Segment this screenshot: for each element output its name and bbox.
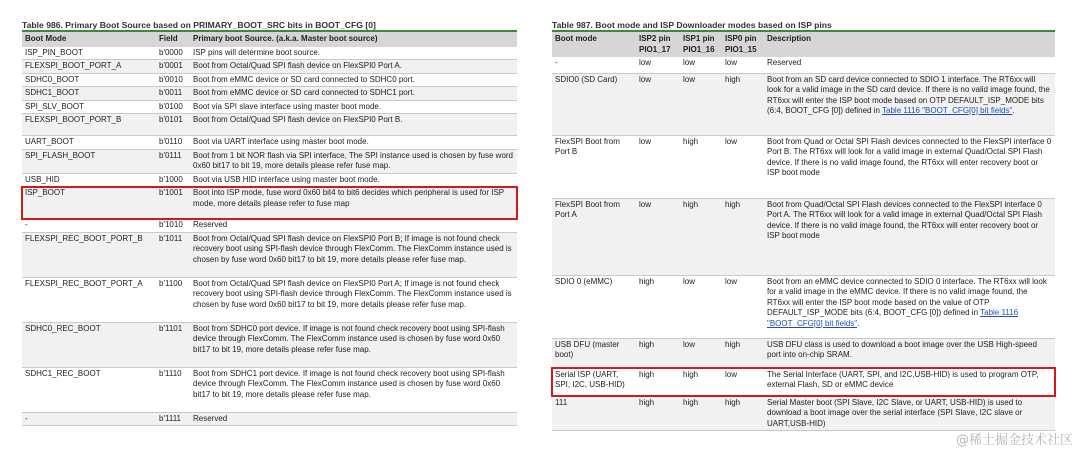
boot-mode-cell: USB_HID	[22, 173, 156, 187]
table-row	[22, 232, 517, 277]
boot-mode-cell: -	[552, 57, 636, 73]
description-text: Boot from an SD card device connected to SDIO 1 interface. The RT6xx will look for a valid image in the SD card device. If there is no valid image found, the RT6xx will enter the ISP boot mode based on OTP DEFAULT_ISP_MODE bits (6:4, BOOT_CFG [0]) defined in	[767, 74, 1050, 115]
isp2-pin-cell: high	[636, 368, 680, 396]
left-table-caption: Table 986. Primary Boot Source based on PRIMARY_BOOT_SRC bits in BOOT_CFG [0]	[22, 18, 517, 32]
description-cell: Reserved	[190, 412, 517, 426]
header-field: Field	[156, 32, 190, 47]
table-reference-link[interactable]: Table 1116 "BOOT_CFG[0] bit fields"	[882, 106, 1013, 115]
field-cell: b'1001	[156, 187, 190, 219]
description-text: USB DFU class is used to download a boot image over the USB High-speed port into on-chip SRAM.	[767, 339, 1037, 359]
boot-mode-cell: FLEXSPI_REC_BOOT_PORT_B	[22, 232, 156, 277]
description-cell: Boot from SDHC1 port device. If image is not found check recovery boot using SPI-flash device through FlexComm. The FlexComm instance used is chosen by fuse word 0x60 bit17 to bit 19, more details please refer fuse map.	[190, 367, 517, 412]
description-cell	[764, 198, 1055, 275]
field-cell: b'0010	[156, 73, 190, 87]
boot-mode-cell: USB DFU (master boot)	[552, 338, 636, 368]
description-cell: Boot from eMMC device or SD card connected to SDHC0 port.	[190, 73, 517, 87]
table-row	[22, 136, 517, 150]
boot-mode-cell: SDHC0_BOOT	[22, 73, 156, 87]
header-description: Description	[764, 32, 1055, 57]
isp2-pin-cell: low	[636, 57, 680, 73]
isp1-pin-cell: high	[680, 368, 722, 396]
boot-mode-cell: -	[22, 219, 156, 233]
description-cell: Boot from Octal/Quad SPI flash device on FlexSPI0 Port A; If image is not found check recovery boot using SPI-flash device through FlexComm. The FlexComm instance used is chosen by fuse word 0x60 bit17 to bit 19, more details please refer fuse map.	[190, 277, 517, 322]
boot-mode-cell: 111	[552, 396, 636, 431]
table-row	[22, 149, 517, 173]
table-row	[552, 275, 1055, 338]
description-text: Boot from an eMMC device connected to SDIO 0 interface. The RT6xx will look for a valid image in the eMMC device. If there is no valid image found, the RT6xx will enter the ISP boot mode based on the value of OTP DEFAULT_ISP_MODE bits (6:4, BOOT_CFG [0]) defined in	[767, 276, 1047, 317]
field-cell: b'1111	[156, 412, 190, 426]
watermark: @稀土掘金技术社区	[955, 433, 1073, 448]
table-row	[552, 135, 1055, 198]
table-row	[552, 338, 1055, 368]
isp1-pin-cell: high	[680, 396, 722, 431]
isp0-pin-cell: high	[722, 396, 764, 431]
field-cell: b'1110	[156, 367, 190, 412]
boot-mode-cell: SPI_SLV_BOOT	[22, 100, 156, 114]
field-cell: b'0001	[156, 60, 190, 74]
table-row	[22, 60, 517, 74]
table-row	[22, 47, 517, 60]
description-cell: Boot into ISP mode, fuse word 0x60 bit4 to bit6 decides which peripheral is used for ISP mode, more details please refer to fuse map	[190, 187, 517, 219]
header-boot-mode: Boot Mode	[22, 32, 156, 47]
boot-mode-cell: FLEXSPI_BOOT_PORT_A	[22, 60, 156, 74]
boot-mode-cell: -	[22, 412, 156, 426]
description-text: Boot from Quad/Octal SPI Flash devices connected to the FlexSPI interface 0 Port A. The RT6xx will look for a valid image in external Quad/Octal SPI Flash device. If there is no valid image found, the RT6xx will enter recovery boot or ISP boot mode	[767, 199, 1042, 240]
table-row	[22, 87, 517, 101]
boot-mode-cell: FlexSPI Boot from Port B	[552, 135, 636, 198]
description-cell	[764, 135, 1055, 198]
field-cell: b'0111	[156, 149, 190, 173]
isp2-pin-cell: low	[636, 198, 680, 275]
description-cell: Reserved	[190, 219, 517, 233]
isp0-pin-cell: high	[722, 73, 764, 135]
table-row	[552, 368, 1055, 396]
field-cell: b'0011	[156, 87, 190, 101]
left-table-panel	[22, 18, 517, 426]
table-row	[22, 114, 517, 136]
boot-mode-cell: Serial ISP (UART, SPI, I2C, USB-HID)	[552, 368, 636, 396]
table-header-row	[22, 32, 517, 47]
isp2-pin-cell: high	[636, 396, 680, 431]
table-row	[22, 322, 517, 367]
table-row	[22, 100, 517, 114]
field-cell: b'1000	[156, 173, 190, 187]
description-tail: .	[1012, 106, 1015, 115]
primary-boot-source-table	[22, 32, 517, 426]
header-primary-boot-source: Primary boot Source. (a.k.a. Master boot source)	[190, 32, 517, 47]
description-cell	[764, 57, 1055, 73]
isp1-pin-cell: low	[680, 57, 722, 73]
description-cell: Boot via SPI slave interface using master boot mode.	[190, 100, 517, 114]
boot-mode-cell: SDHC0_REC_BOOT	[22, 322, 156, 367]
isp1-pin-cell: low	[680, 275, 722, 338]
description-cell: Boot via UART interface using master boot mode.	[190, 136, 517, 150]
description-cell	[764, 338, 1055, 368]
description-cell	[764, 275, 1055, 338]
boot-mode-cell: SDIO0 (SD Card)	[552, 73, 636, 135]
table-row	[22, 412, 517, 426]
table-row	[552, 396, 1055, 431]
isp2-pin-cell: high	[636, 338, 680, 368]
description-cell: Boot from SDHC0 port device. If image is not found check recovery boot using SPI-flash device through FlexComm. The FlexComm instance used is chosen by fuse word 0x60 bit17 to bit 19, more details please refer fuse map.	[190, 322, 517, 367]
isp1-pin-cell: high	[680, 135, 722, 198]
isp0-pin-cell: low	[722, 57, 764, 73]
description-cell: Boot from Octal/Quad SPI flash device on FlexSPI0 Port B.	[190, 114, 517, 136]
field-cell: b'0000	[156, 47, 190, 60]
description-cell	[764, 368, 1055, 396]
description-text: Boot from Quad or Octal SPI Flash devices connected to the FlexSPI interface 0 Port B. The RT6xx will look for a valid image in external Quad/Octal SPI Flash device. If there is no valid image found, the RT6xx will enter recovery boot or ISP boot mode	[767, 136, 1052, 177]
isp1-pin-cell: low	[680, 338, 722, 368]
header-isp1-pin: ISP1 pin PIO1_16	[680, 32, 722, 57]
field-cell: b'1101	[156, 322, 190, 367]
table-row	[22, 173, 517, 187]
table-reference-link[interactable]: Table 1116 "BOOT_CFG[0] bit fields"	[767, 308, 1019, 328]
table-row	[22, 219, 517, 233]
description-cell: Boot from Octal/Quad SPI flash device on FlexSPI0 Port A.	[190, 60, 517, 74]
isp2-pin-cell: high	[636, 275, 680, 338]
boot-mode-cell: SDHC1_REC_BOOT	[22, 367, 156, 412]
description-tail: .	[857, 318, 860, 328]
boot-mode-cell: FlexSPI Boot from Port A	[552, 198, 636, 275]
field-cell: b'1100	[156, 277, 190, 322]
boot-mode-cell: UART_BOOT	[22, 136, 156, 150]
description-cell: Boot from eMMC device or SD card connected to SDHC1 port.	[190, 87, 517, 101]
table-row	[22, 73, 517, 87]
isp0-pin-cell: low	[722, 275, 764, 338]
description-cell: Boot from Octal/Quad SPI flash device on FlexSPI0 Port B; If image is not found check recovery boot using SPI-flash device through FlexComm. The FlexComm instance used is chosen by fuse word 0x60 bit17 to bit 19, more details please refer fuse map.	[190, 232, 517, 277]
isp1-pin-cell: low	[680, 73, 722, 135]
description-cell: Boot via USB HID interface using master boot mode.	[190, 173, 517, 187]
header-boot-mode: Boot mode	[552, 32, 636, 57]
boot-mode-cell: SDHC1_BOOT	[22, 87, 156, 101]
table-row	[552, 198, 1055, 275]
isp0-pin-cell: high	[722, 338, 764, 368]
table-row	[22, 277, 517, 322]
table-row	[22, 367, 517, 412]
isp0-pin-cell: low	[722, 135, 764, 198]
table-header-row	[552, 32, 1055, 57]
header-isp0-pin: ISP0 pin PIO1_15	[722, 32, 764, 57]
description-cell	[764, 73, 1055, 135]
field-cell: b'1010	[156, 219, 190, 233]
right-table-panel	[552, 18, 1055, 431]
boot-mode-cell: FLEXSPI_BOOT_PORT_B	[22, 114, 156, 136]
description-cell: Boot from 1 bit NOR flash via SPI interface, The SPI instance used is chosen by fuse word 0x60 bit17 to bit 19, more details please refer fuse map.	[190, 149, 517, 173]
isp2-pin-cell: low	[636, 135, 680, 198]
header-isp2-pin: ISP2 pin PIO1_17	[636, 32, 680, 57]
field-cell: b'0100	[156, 100, 190, 114]
boot-mode-cell: ISP_PIN_BOOT	[22, 47, 156, 60]
description-text: Reserved	[767, 58, 802, 67]
boot-mode-cell: FLEXSPI_REC_BOOT_PORT_A	[22, 277, 156, 322]
boot-mode-cell: ISP_BOOT	[22, 187, 156, 219]
table-row	[552, 57, 1055, 73]
description-cell	[764, 396, 1055, 431]
description-text: Serial Master boot (SPI Slave, I2C Slave, or UART, USB-HID) is used to download a boot image over the serial interface (SPI Slave, I2C slave or UART,USB-HID)	[767, 397, 1023, 428]
isp2-pin-cell: low	[636, 73, 680, 135]
isp0-pin-cell: high	[722, 198, 764, 275]
field-cell: b'0101	[156, 114, 190, 136]
boot-mode-cell: SPI_FLASH_BOOT	[22, 149, 156, 173]
description-text: The Serial Interface (UART, SPI, and I2C,USB-HID) is used to program OTP, external Flash, SD or eMMC device	[767, 369, 1039, 389]
boot-mode-cell: SDIO 0 (eMMC)	[552, 275, 636, 338]
isp-boot-mode-table	[552, 32, 1055, 431]
field-cell: b'1011	[156, 232, 190, 277]
right-table-caption: Table 987. Boot mode and ISP Downloader modes based on ISP pins	[552, 18, 1055, 32]
field-cell: b'0110	[156, 136, 190, 150]
isp1-pin-cell: high	[680, 198, 722, 275]
description-cell: ISP pins will determine boot source.	[190, 47, 517, 60]
isp0-pin-cell: low	[722, 368, 764, 396]
table-row	[22, 187, 517, 219]
table-row	[552, 73, 1055, 135]
